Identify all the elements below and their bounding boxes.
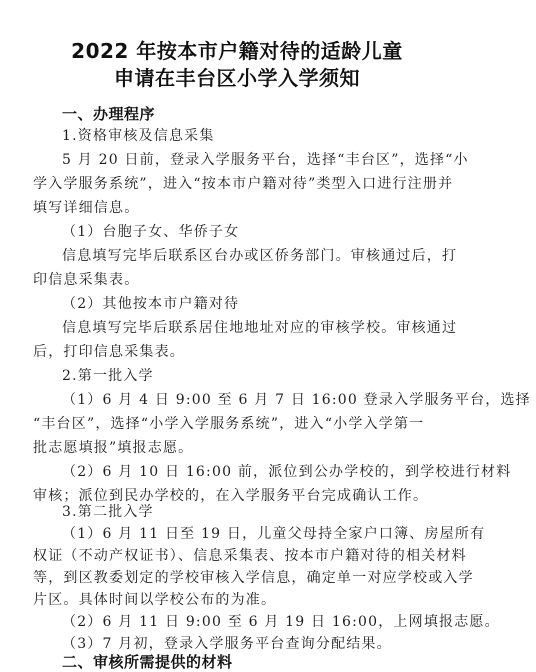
paragraph-line: 后，打印信息采集表。: [33, 344, 185, 360]
paragraph-line: （2）6 月 11 日 9:00 至 6 月 19 日 16:00，上网填报志愿。: [62, 614, 500, 630]
paragraph-line: 权证（不动产权证书）、信息采集表、按本市户籍对待的相关材料: [33, 548, 467, 564]
paragraph-line: 印信息采集表。: [33, 272, 140, 288]
paragraph-line: “丰台区”，选择“小学入学服务系统”，进入“小学入学第一: [33, 416, 425, 432]
paragraph-line: 等，到区教委划定的学校审核入学信息，确定单一对应学校或入学: [33, 570, 474, 586]
paragraph-line: （2）6 月 10 日 16:00 前，派位到公办学校的，到学校进行材料: [62, 464, 512, 480]
paragraph-line: 审核；派位到民办学校的，在入学服务平台完成确认工作。: [33, 488, 429, 504]
paragraph-line: 学入学服务系统”，进入“按本市户籍对待”类型入口进行注册并: [33, 176, 454, 192]
subsection-heading-second-batch: 3.第二批入学: [62, 504, 154, 520]
paragraph-line: 片区。具体时间以学校公布的为准。: [33, 592, 277, 608]
paragraph-line: 填写详细信息。: [33, 200, 140, 216]
document-title-line-2: 申请在丰台区小学入学须知: [114, 66, 360, 90]
subsection-heading-first-batch: 2.第一批入学: [62, 368, 154, 384]
section-heading-procedure: 一、办理程序: [62, 105, 156, 123]
item-heading-other: （2）其他按本市户籍对待: [62, 296, 240, 312]
paragraph-line: （3）7 月初，登录入学服务平台查询分配结果。: [62, 636, 392, 652]
subsection-heading-qualification: 1.资格审核及信息采集: [62, 128, 215, 144]
paragraph-line: 批志愿填报”填报志愿。: [33, 440, 194, 456]
paragraph-line: （1）6 月 4 日 9:00 至 6 月 7 日 16:00 登录入学服务平台，选择: [62, 392, 531, 408]
document-title-line-1: 2022 年按本市户籍对待的适龄儿童: [71, 39, 403, 63]
section-heading-materials: 二、审核所需提供的材料: [62, 653, 233, 671]
paragraph-line: 信息填写完毕后联系区台办或区侨务部门。审核通过后，打: [62, 248, 458, 264]
paragraph-line: 5 月 20 日前，登录入学服务平台，选择“丰台区”，选择“小: [62, 152, 469, 168]
paragraph-line: （1）6 月 11 日至 19 日，儿童父母持全家户口簿、房屋所有: [62, 526, 486, 542]
item-heading-taiwan-overseas: （1）台胞子女、华侨子女: [62, 224, 240, 240]
paragraph-line: 信息填写完毕后联系居住地地址对应的审核学校。审核通过: [62, 320, 458, 336]
